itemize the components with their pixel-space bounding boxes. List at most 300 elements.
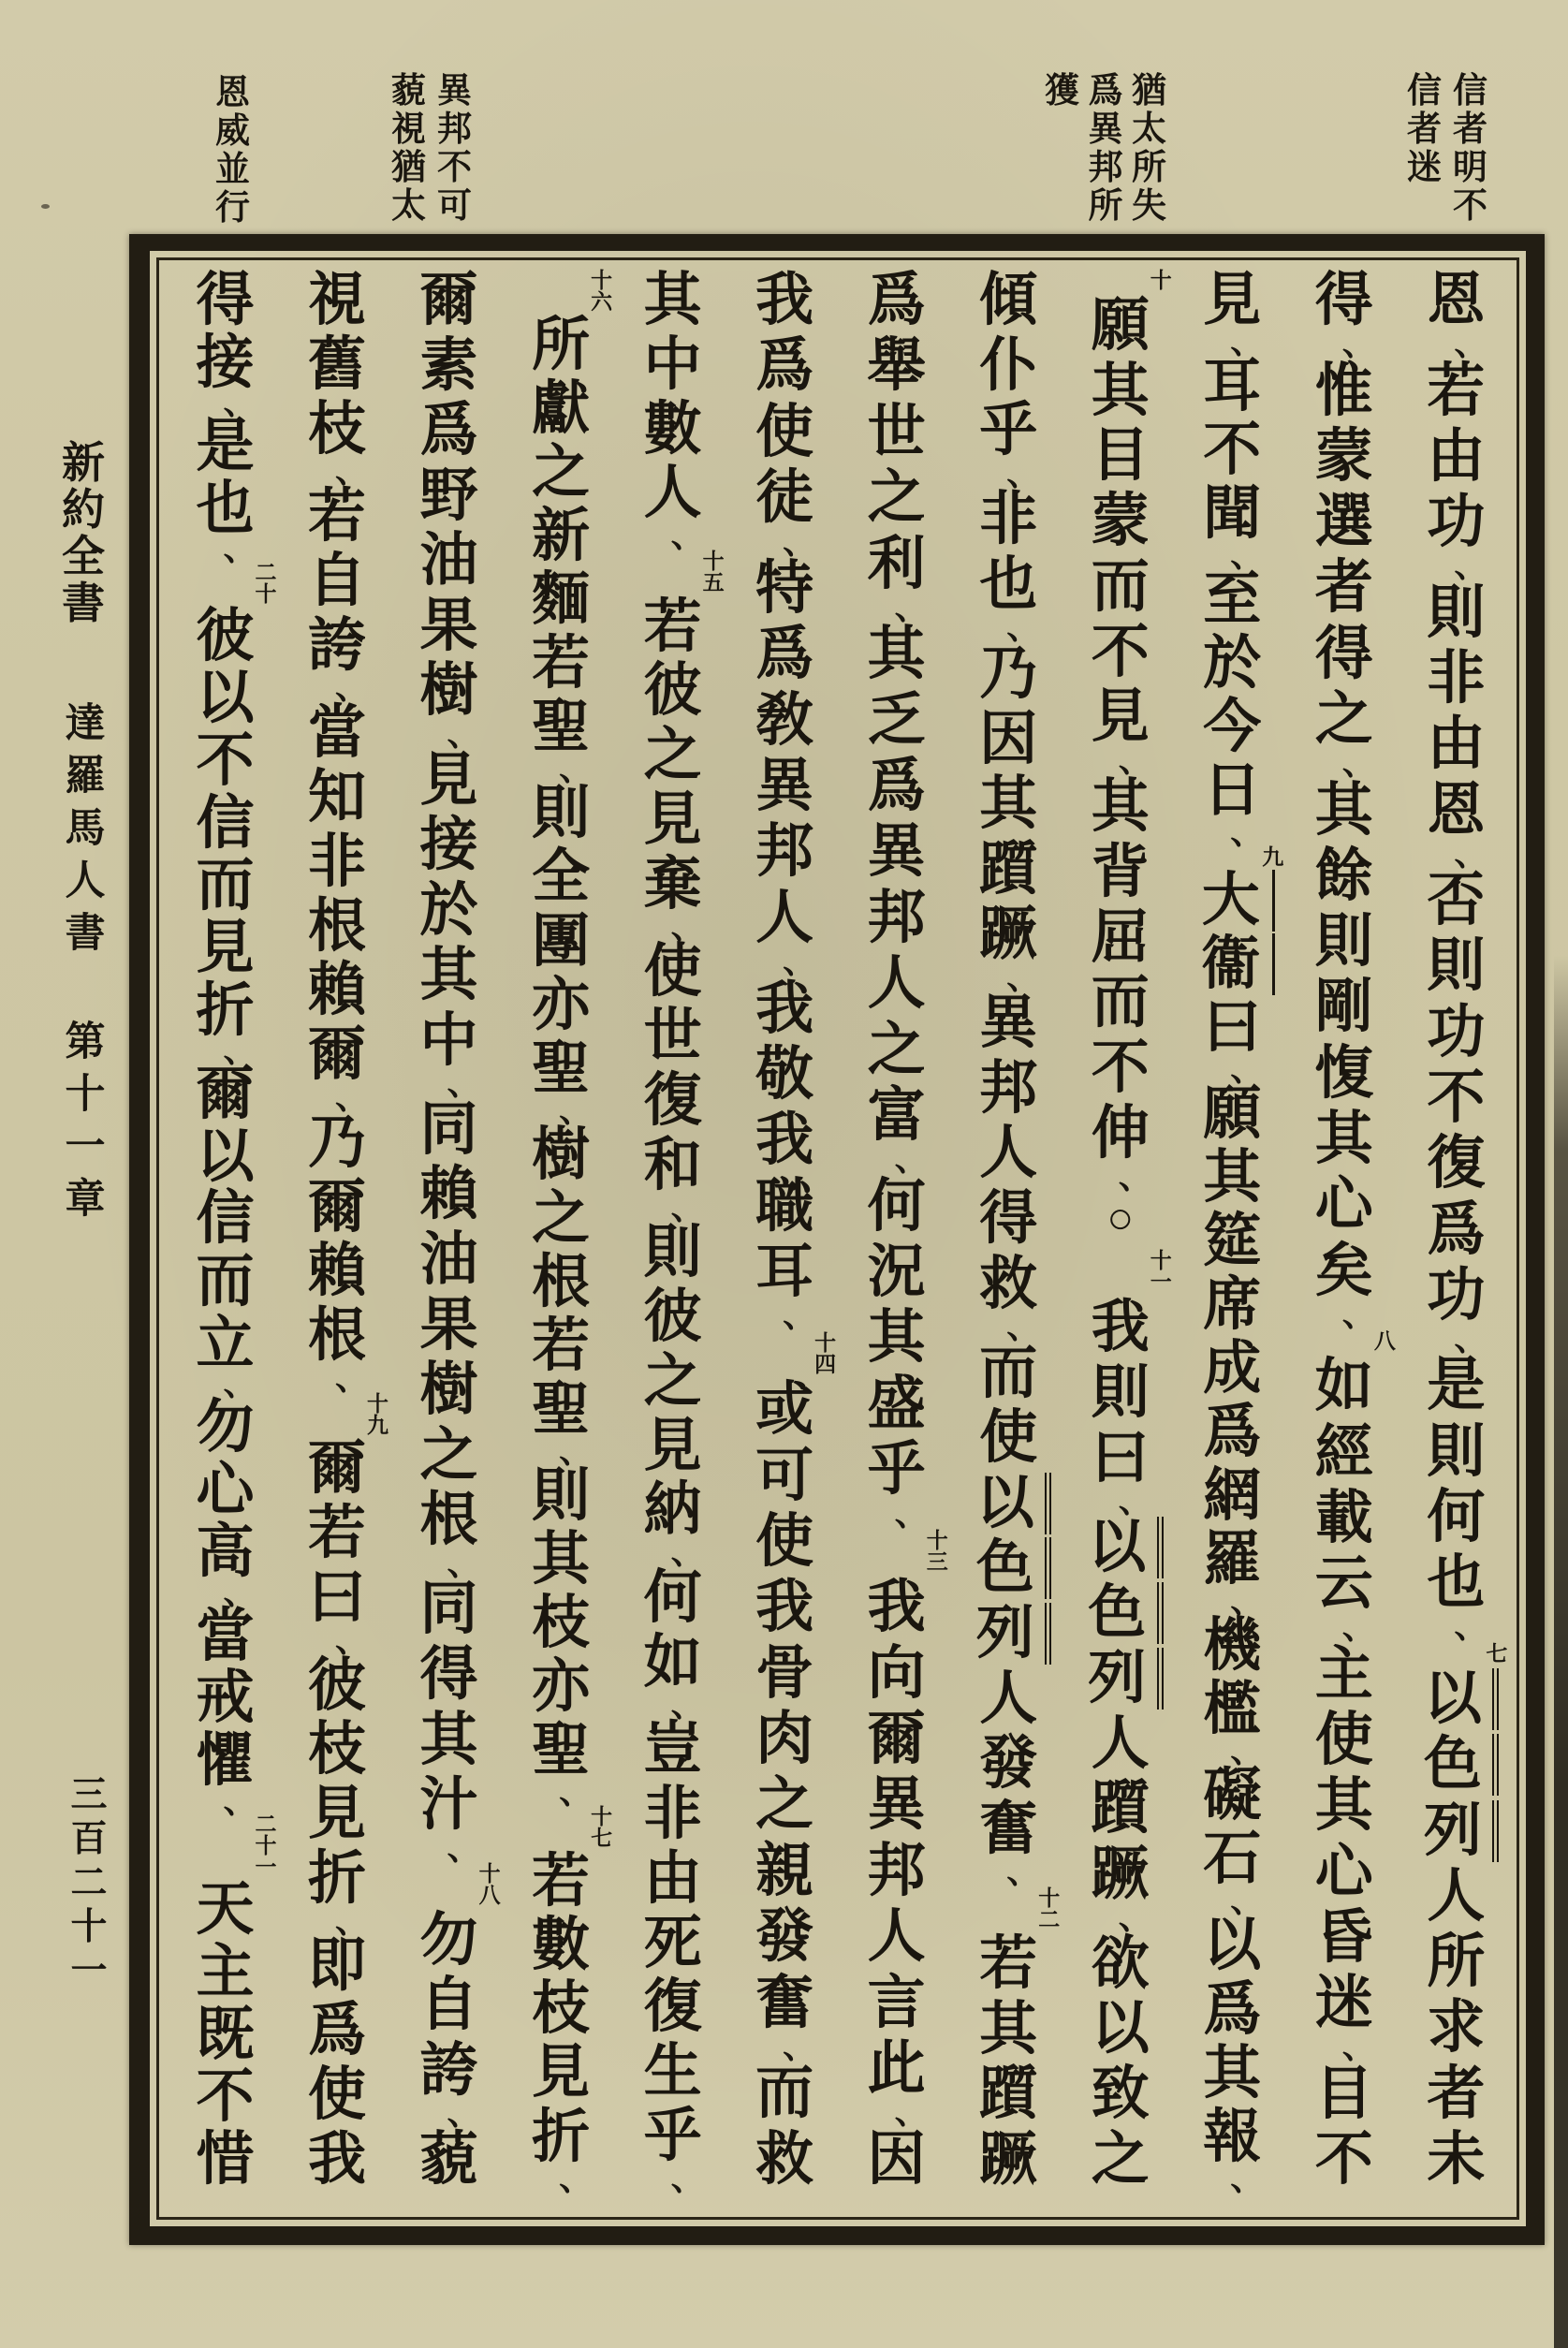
epistle-title: [62, 698, 109, 961]
reading-mark: 、: [447, 1544, 481, 1582]
text-char: 未: [1427, 2128, 1486, 2192]
text-char: 若: [308, 1502, 367, 1566]
text-char: 並: [215, 151, 250, 189]
text-char: 果: [419, 594, 478, 658]
text-char: 懼: [196, 1729, 255, 1794]
text-char: 恩: [1427, 778, 1486, 843]
text-char: 邦: [867, 886, 926, 950]
text-char: 富: [867, 1083, 926, 1148]
reading-mark: 、: [1341, 744, 1376, 783]
text-char: 昏: [1314, 1905, 1373, 1970]
text-column: [1288, 270, 1399, 2191]
text-char: 骨: [755, 1641, 814, 1706]
text-char: 席: [1203, 1273, 1262, 1338]
text-char: 舉: [867, 334, 926, 399]
text-char: 其: [1314, 1774, 1373, 1839]
text-char: 心: [1314, 1840, 1373, 1904]
text-char: 是: [1427, 1354, 1486, 1418]
text-char: 此: [867, 2036, 926, 2101]
text-char: 見: [308, 1783, 367, 1847]
text-char: 枝: [308, 397, 367, 462]
text-char: 其: [867, 1306, 926, 1371]
text-char: 如: [643, 1630, 702, 1695]
proper-noun-char: 以: [965, 1473, 1051, 1534]
reading-mark: 、: [1341, 325, 1376, 363]
text-char: 得: [196, 269, 255, 332]
text-char: 主: [196, 1940, 255, 2004]
reading-mark: 、: [894, 1494, 929, 1533]
text-char: 信: [1453, 72, 1487, 110]
reading-mark: 、: [1230, 323, 1265, 361]
text-char: 明: [1453, 149, 1487, 187]
reading-mark: 、: [223, 1574, 257, 1612]
reading-mark: 、: [447, 1828, 481, 1867]
reading-mark: 、: [1341, 1295, 1376, 1333]
proper-noun-char: 列: [1413, 1800, 1499, 1862]
text-char: 中: [419, 1008, 478, 1073]
text-char: 得: [1314, 622, 1373, 686]
text-char: 其: [979, 1997, 1038, 2062]
text-char: 根: [308, 1304, 367, 1369]
text-char: 麵: [532, 568, 591, 633]
text-char: 得: [979, 1187, 1038, 1251]
text-char: 團: [532, 909, 591, 974]
text-char: 全: [62, 533, 105, 580]
text-char: 彼: [643, 659, 702, 724]
text-char: 其: [1091, 359, 1150, 423]
text-char: 是: [196, 415, 255, 479]
text-char: 死: [643, 1911, 702, 1975]
text-char: 太: [1132, 110, 1166, 149]
text-char: 勿: [419, 1908, 478, 1973]
verse-number: 七: [1486, 1641, 1508, 1666]
text-char: 檻: [1203, 1678, 1262, 1742]
text-char: 可: [437, 187, 472, 226]
text-char: 同: [419, 1578, 478, 1642]
text-char: 見: [1091, 685, 1150, 750]
text-char: 獲: [1045, 72, 1079, 110]
text-char: 願: [1203, 1082, 1262, 1147]
reading-mark: 、: [335, 1358, 370, 1397]
text-char: 樹: [419, 659, 478, 724]
text-char: 邦: [1088, 149, 1123, 187]
text-char: 則: [643, 1221, 702, 1285]
text-char: 其: [419, 944, 478, 1008]
text-char: 根: [308, 894, 367, 959]
reading-mark: 、: [1006, 1853, 1041, 1891]
reading-mark: 、: [894, 2093, 929, 2132]
text-char: 功: [1427, 491, 1486, 555]
text-char: 羅: [65, 755, 106, 799]
text-char: 敬: [755, 1042, 814, 1107]
text-char: 得: [419, 1642, 478, 1707]
text-char: 人: [1427, 1864, 1486, 1929]
text-char: 以: [196, 1124, 255, 1189]
proper-noun-char: 以: [1077, 1517, 1164, 1578]
text-char: 如: [1314, 1355, 1373, 1419]
text-char: 藐: [391, 72, 426, 110]
text-column: [841, 270, 952, 2191]
text-char: 自: [419, 1974, 478, 2038]
text-char: 不: [437, 149, 472, 187]
margin-note-column: [212, 75, 254, 234]
text-char: 何: [867, 1174, 926, 1239]
text-char: 爲: [867, 755, 926, 818]
verse-number: 十 七: [591, 1805, 613, 1851]
reading-mark: 、: [1230, 536, 1265, 575]
reading-mark: 、: [894, 1140, 929, 1179]
text-char: 新: [532, 505, 591, 569]
text-char: 則: [1427, 934, 1486, 999]
text-char: 若: [643, 594, 702, 659]
text-char: 以: [1203, 1914, 1262, 1978]
text-column: [1177, 269, 1288, 2197]
text-char: 肉: [755, 1708, 814, 1771]
text-char: 之: [867, 1018, 926, 1082]
verse-number: 十: [1150, 269, 1172, 292]
text-char: 根: [419, 1489, 478, 1553]
text-char: 不: [1203, 418, 1262, 483]
text-char: 其: [643, 269, 702, 332]
text-char: 油: [419, 529, 478, 594]
text-char: 蹶: [1091, 1842, 1150, 1907]
text-char: 爲: [1088, 72, 1123, 110]
text-char: 剛: [1314, 976, 1373, 1040]
section-ring: ○: [1106, 1193, 1135, 1243]
text-char: 異: [867, 1773, 926, 1838]
text-char: 若: [1427, 359, 1486, 423]
reading-mark: 、: [1341, 2028, 1376, 2066]
reading-mark: 、: [670, 1188, 705, 1226]
text-char: 爲: [755, 334, 814, 399]
text-char: 愎: [1314, 1041, 1373, 1106]
text-char: 況: [867, 1240, 926, 1304]
text-char: 奮: [979, 1797, 1038, 1861]
text-char: 而: [196, 1250, 255, 1314]
text-char: 聖: [532, 1377, 591, 1442]
text-char: 非: [643, 1783, 702, 1847]
text-char: 枝: [308, 1718, 367, 1783]
reading-mark: 、: [1454, 325, 1488, 363]
text-char: 乏: [867, 688, 926, 753]
text-char: 視: [391, 110, 426, 149]
text-char: 我: [1091, 1296, 1150, 1360]
text-char: 心: [196, 1458, 255, 1522]
text-char: 使: [308, 2063, 367, 2127]
margin-note-believers: [1403, 73, 1491, 232]
text-char: 即: [308, 1934, 367, 1999]
text-char: 者: [1314, 556, 1373, 621]
text-char: 其: [532, 1528, 591, 1592]
reading-mark: 、: [559, 750, 593, 788]
text-char: 傾: [979, 269, 1038, 332]
chapter-title: [62, 1017, 109, 1226]
text-char: 汁: [419, 1773, 478, 1838]
text-char: 若: [308, 485, 367, 550]
text-char: 迷: [1407, 149, 1442, 187]
text-char: 也: [979, 552, 1038, 617]
proper-noun-char: 色: [1413, 1734, 1499, 1796]
reading-mark: 、: [1006, 609, 1041, 647]
text-char: 乎: [979, 399, 1038, 463]
text-char: 所: [1427, 1930, 1486, 1995]
text-char: 因: [979, 707, 1038, 771]
text-char: 我: [308, 2127, 367, 2192]
text-char: 爾: [308, 1175, 367, 1240]
text-char: 而: [196, 854, 255, 918]
text-char: 邦: [755, 820, 814, 885]
reading-mark: 、: [447, 2094, 481, 2133]
text-char: 使: [755, 1509, 814, 1574]
text-char: 彼: [196, 604, 255, 668]
verse-number: 十 三: [926, 1528, 948, 1574]
text-char: 天: [196, 1878, 255, 1943]
text-char: 仆: [979, 333, 1038, 398]
reading-mark: 、: [894, 588, 929, 626]
text-char: 異: [437, 72, 472, 110]
text-char: 十: [70, 1907, 108, 1947]
text-char: 惟: [1314, 359, 1373, 423]
reading-mark: 、: [223, 384, 257, 422]
text-char: 當: [308, 701, 367, 766]
text-char: 信: [1407, 72, 1442, 110]
text-char: 聖: [532, 696, 591, 760]
text-char: 之: [532, 441, 591, 506]
text-char: 猶: [391, 149, 426, 187]
proper-noun-char: 色: [1077, 1582, 1164, 1644]
text-char: 勿: [196, 1396, 255, 1460]
text-char: 發: [979, 1732, 1038, 1797]
text-char: 載: [1314, 1486, 1373, 1550]
text-char: 則: [1314, 910, 1373, 975]
text-char: 欲: [1091, 1931, 1150, 1996]
reading-mark: 、: [559, 1773, 593, 1812]
text-char: 功: [1427, 1263, 1486, 1328]
text-char: 其: [1203, 2041, 1262, 2106]
text-char: 曰: [1091, 1426, 1150, 1490]
text-char: 奮: [755, 1971, 814, 2035]
text-char: 野: [419, 463, 478, 528]
text-char: 何: [643, 1565, 702, 1630]
text-char: 爾: [196, 1063, 255, 1127]
text-char: 致: [1091, 2062, 1150, 2127]
text-char: 救: [755, 2127, 814, 2192]
text-char: 復: [1427, 1132, 1486, 1196]
verse-number: 二 十 一: [255, 1812, 277, 1880]
text-char: 蒙: [1314, 424, 1373, 489]
text-char: 敎: [755, 688, 814, 753]
text-char: 報: [1203, 2105, 1262, 2169]
text-char: 彼: [308, 1653, 367, 1718]
text-char: 以: [196, 667, 255, 731]
reading-mark: 、: [1118, 1482, 1152, 1520]
text-char: 屈: [1091, 905, 1150, 970]
verse-number: 十 九: [367, 1391, 389, 1437]
text-char: 特: [755, 556, 814, 621]
text-char: 見: [532, 2041, 591, 2106]
ink-speck: [41, 204, 50, 209]
text-char: 折: [196, 978, 255, 1043]
text-column: [393, 270, 505, 2191]
text-char: 人: [65, 859, 106, 903]
text-char: 可: [755, 1444, 814, 1508]
text-char: 書: [62, 580, 105, 627]
text-char: 日: [1203, 759, 1262, 824]
reading-mark: 、: [335, 452, 370, 491]
verse-number: 十 八: [478, 1862, 501, 1908]
text-char: 新: [62, 439, 105, 487]
text-char: 利: [867, 532, 926, 596]
text-char: 達: [65, 702, 106, 746]
text-char: 職: [755, 1174, 814, 1239]
text-char: 二: [70, 1863, 108, 1903]
text-char: 至: [1203, 568, 1262, 633]
reading-mark: 、: [1006, 454, 1041, 492]
text-char: 棄: [643, 852, 702, 917]
reading-mark: 、: [783, 2027, 817, 2065]
text-char: 當: [196, 1604, 255, 1668]
text-char: 接: [419, 814, 478, 878]
text-char: 言: [867, 1971, 926, 2035]
text-char: 石: [1203, 1827, 1262, 1892]
text-column: [282, 270, 393, 2191]
reading-mark: 、: [335, 1621, 370, 1659]
text-char: 其: [1314, 778, 1373, 843]
text-char: 主: [1314, 1642, 1373, 1707]
scripture-text-block: [169, 269, 1512, 2197]
text-char: 聖: [532, 1036, 591, 1101]
verse-number: 十 六: [591, 269, 613, 314]
text-char: 威: [215, 112, 250, 151]
proper-noun-char: 以: [1413, 1668, 1499, 1730]
text-char: 使: [979, 1406, 1038, 1471]
text-char: 我: [755, 976, 814, 1041]
text-char: 根: [532, 1250, 591, 1314]
text-char: 豈: [643, 1718, 702, 1783]
text-char: 爾: [308, 1023, 367, 1088]
text-char: 蹶: [979, 903, 1038, 967]
text-char: 恩: [215, 74, 250, 112]
text-char: 視: [308, 269, 367, 332]
text-char: 爾: [419, 269, 478, 332]
text-char: 筵: [1203, 1210, 1262, 1274]
reading-mark: 、: [1230, 1050, 1265, 1089]
text-char: 而: [979, 1341, 1038, 1405]
text-char: 其: [1091, 775, 1150, 840]
text-char: 求: [1427, 1996, 1486, 2061]
margin-note-column: [1403, 73, 1445, 232]
verse-number: 十 二: [1038, 1886, 1061, 1931]
margin-note-grace-severity: [212, 75, 254, 234]
text-char: 樹: [419, 1358, 478, 1423]
text-char: 其: [1203, 1146, 1262, 1211]
text-char: 異: [755, 755, 814, 818]
text-char: 接: [196, 330, 255, 395]
proper-noun-char: 色: [965, 1537, 1051, 1599]
verse-number: 十 四: [814, 1330, 837, 1376]
text-char: 成: [1203, 1337, 1262, 1401]
text-char: 數: [532, 1914, 591, 1978]
margin-note-column: [1128, 73, 1170, 232]
text-char: 不: [1314, 2128, 1373, 2192]
margin-note-column: [1449, 73, 1491, 232]
text-char: 章: [65, 1178, 106, 1222]
text-char: 爲: [1203, 1401, 1262, 1465]
text-char: 若: [532, 632, 591, 697]
text-char: 折: [308, 1846, 367, 1911]
text-char: 則: [532, 782, 591, 846]
text-char: 人: [979, 1122, 1038, 1186]
text-char: 礙: [1203, 1764, 1262, 1828]
text-char: 之: [867, 466, 926, 531]
text-char: 之: [532, 1186, 591, 1251]
text-char: 耳: [755, 1240, 814, 1304]
text-char: 賴: [419, 1163, 478, 1227]
text-char: 邦: [867, 1839, 926, 1903]
reading-mark: 、: [335, 1078, 370, 1116]
text-char: 使: [643, 940, 702, 1005]
text-char: 由: [1427, 424, 1486, 489]
text-char: 蒙: [1091, 490, 1150, 554]
text-char: 否: [1427, 869, 1486, 933]
text-column: [1400, 270, 1512, 2191]
text-char: 聖: [532, 1719, 591, 1783]
text-char: 乎: [867, 1438, 926, 1503]
text-char: 數: [643, 397, 702, 462]
text-char: 躓: [1091, 1777, 1150, 1842]
text-char: 得: [1314, 269, 1373, 332]
text-char: 何: [1427, 1485, 1486, 1549]
text-char: 者: [1453, 110, 1487, 149]
reading-mark: 、: [447, 1064, 481, 1103]
text-char: 由: [1427, 712, 1486, 777]
reading-mark: 、: [1118, 741, 1152, 780]
text-char: 人: [755, 886, 814, 950]
reading-mark: 、: [670, 1685, 705, 1724]
text-char: 者: [1407, 110, 1442, 149]
text-char: 誇: [308, 613, 367, 678]
text-char: 信: [196, 791, 255, 856]
text-char: 爲: [755, 623, 814, 687]
reading-mark: 、: [1341, 1608, 1376, 1647]
text-char: 救: [979, 1252, 1038, 1316]
text-char: 經: [1314, 1420, 1373, 1485]
reading-mark: 、: [1454, 1607, 1488, 1646]
text-char: 若: [532, 1313, 591, 1378]
text-char: 以: [1091, 1997, 1150, 2062]
text-char: 目: [1091, 424, 1150, 489]
text-char: 同: [419, 1097, 478, 1162]
text-char: 所: [1132, 149, 1166, 187]
text-char: 若: [979, 1932, 1038, 1997]
text-char: 之: [643, 1349, 702, 1414]
text-char: 人: [643, 462, 702, 526]
text-char: 見: [419, 748, 478, 813]
reading-mark: 、: [783, 522, 817, 561]
text-char: 願: [1091, 293, 1150, 358]
text-char: 躓: [979, 837, 1038, 902]
reading-mark: 、: [670, 517, 705, 555]
reading-mark: 、: [670, 2159, 705, 2197]
text-char: 伸: [1091, 1101, 1150, 1166]
text-char: 其: [419, 1708, 478, 1772]
text-char: 躓: [979, 2062, 1038, 2127]
reading-mark: 、: [783, 943, 817, 981]
verse-number: 八: [1373, 1329, 1396, 1354]
text-char: 所: [1088, 187, 1123, 226]
text-char: 書: [65, 912, 106, 956]
reading-mark: 、: [1454, 547, 1488, 585]
